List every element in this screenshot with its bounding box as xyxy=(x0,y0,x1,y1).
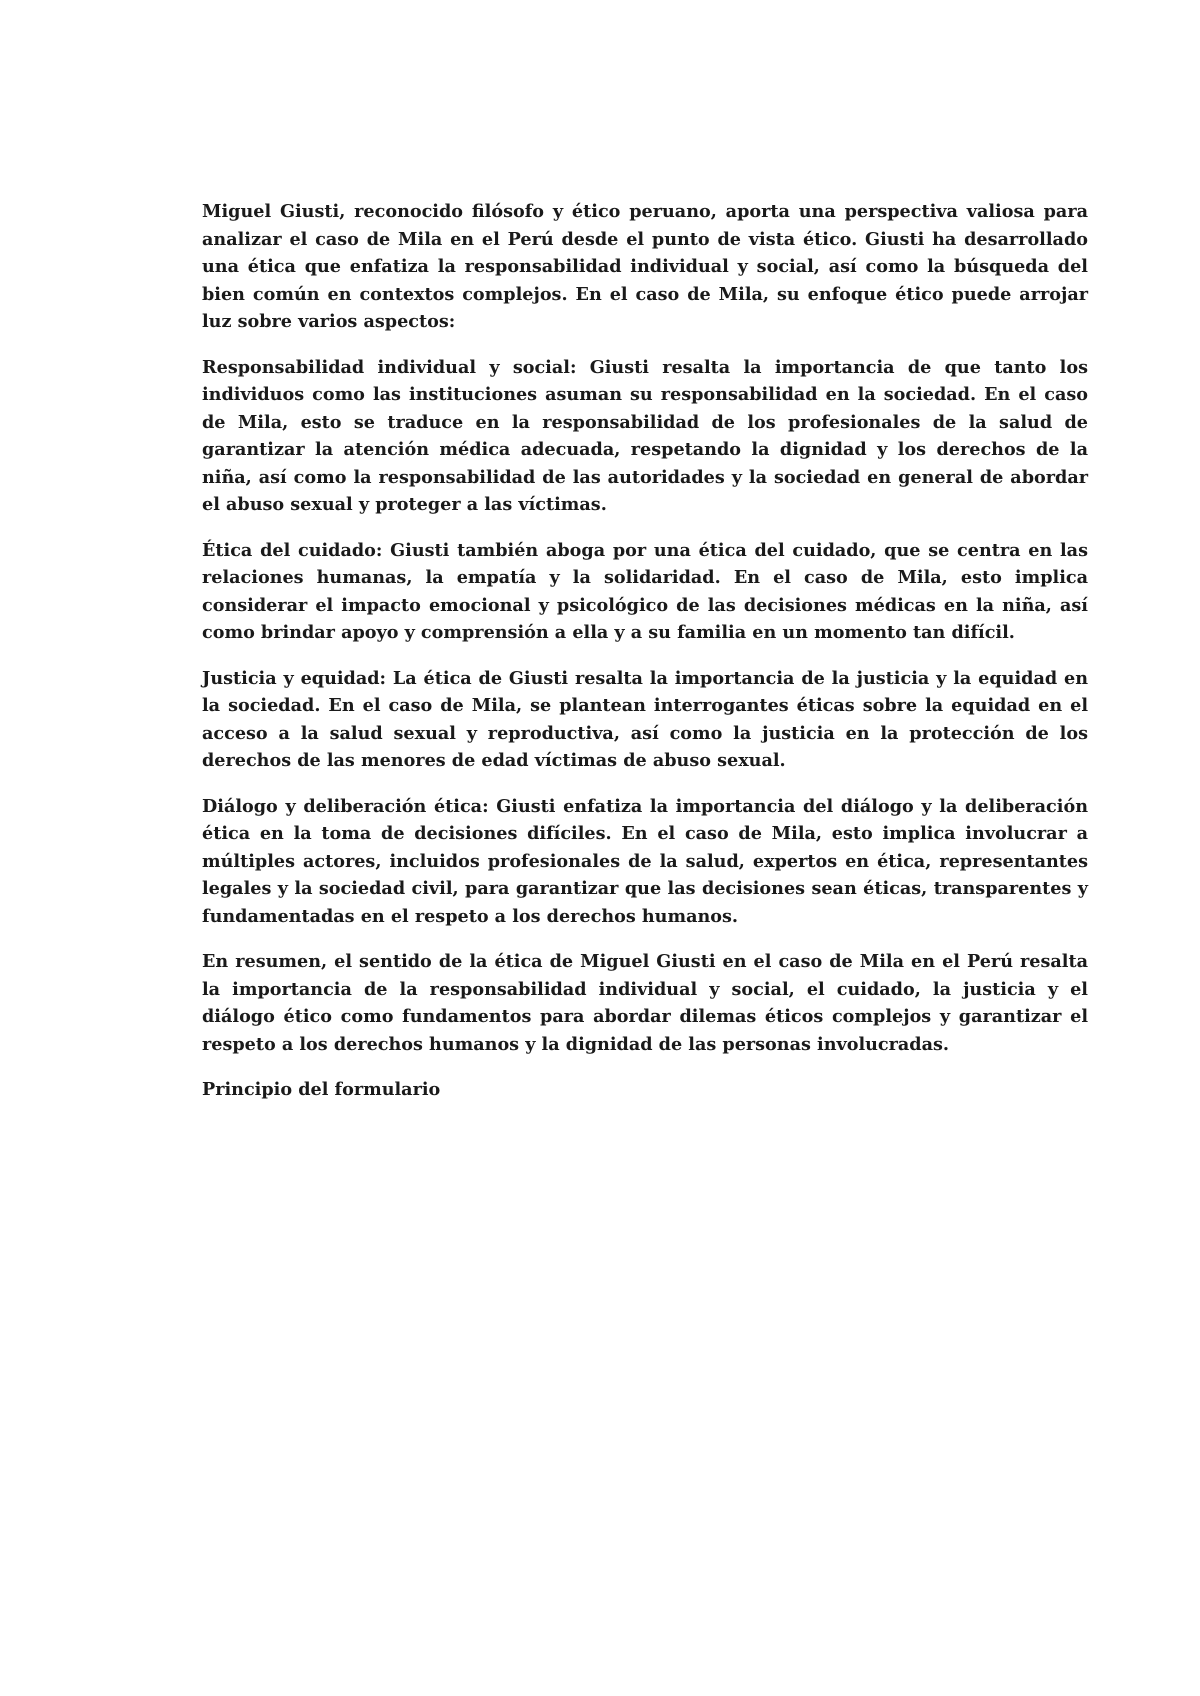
paragraph-dialogo: Diálogo y deliberación ética: Giusti enfatiza la importancia del diálogo y la deliberación ética en la toma de decisiones difíciles. En el caso de Mila, esto implica involucrar a múltiples actores, incluidos profesionales de la salud, expertos en ética, representantes legales y la sociedad civil, para garantizar que las decisiones sean éticas, transparentes y fundamentadas en el respeto a los derechos humanos. xyxy=(202,795,1088,927)
paragraph-resumen: En resumen, el sentido de la ética de Miguel Giusti en el caso de Mila en el Perú resalta la importancia de la responsabilidad individual y social, el cuidado, la justicia y el diálogo ético como fundamentos para abordar dilemas éticos complejos y garantizar el respeto a los derechos humanos y la dignidad de las personas involucradas. xyxy=(202,951,1088,1055)
paragraph-etica-cuidado: Ética del cuidado: Giusti también aboga por una ética del cuidado, que se centra en las relaciones humanas, la empatía y la solidaridad. En el caso de Mila, esto implica considerar el impacto emocional y psicológico de las decisiones médicas en la niña, así como brindar apoyo y comprensión a ella y a su familia en un momento tan difícil. xyxy=(202,539,1088,643)
paragraph-principio-formulario: Principio del formulario xyxy=(202,1079,441,1100)
document-body xyxy=(202,198,1088,1122)
paragraph-responsabilidad: Responsabilidad individual y social: Giusti resalta la importancia de que tanto los individuos como las instituciones asuman su responsabilidad en la sociedad. En el caso de Mila, esto se traduce en la responsabilidad de los profesionales de la salud de garantizar la atención médica adecuada, respetando la dignidad y los derechos de la niña, así como la responsabilidad de las autoridades y la sociedad en general de abordar el abuso sexual y proteger a las víctimas. xyxy=(202,356,1088,515)
paragraph-justicia: Justicia y equidad: La ética de Giusti resalta la importancia de la justicia y la equidad en la sociedad. En el caso de Mila, se plantean interrogantes éticas sobre la equidad en el acceso a la salud sexual y reproductiva, así como la justicia en la protección de los derechos de las menores de edad víctimas de abuso sexual. xyxy=(202,667,1088,771)
paragraph-intro: Miguel Giusti, reconocido filósofo y ético peruano, aporta una perspectiva valiosa para analizar el caso de Mila en el Perú desde el punto de vista ético. Giusti ha desarrollado una ética que enfatiza la responsabilidad individual y social, así como la búsqueda del bien común en contextos complejos. En el caso de Mila, su enfoque ético puede arrojar luz sobre varios aspectos: xyxy=(202,201,1088,332)
